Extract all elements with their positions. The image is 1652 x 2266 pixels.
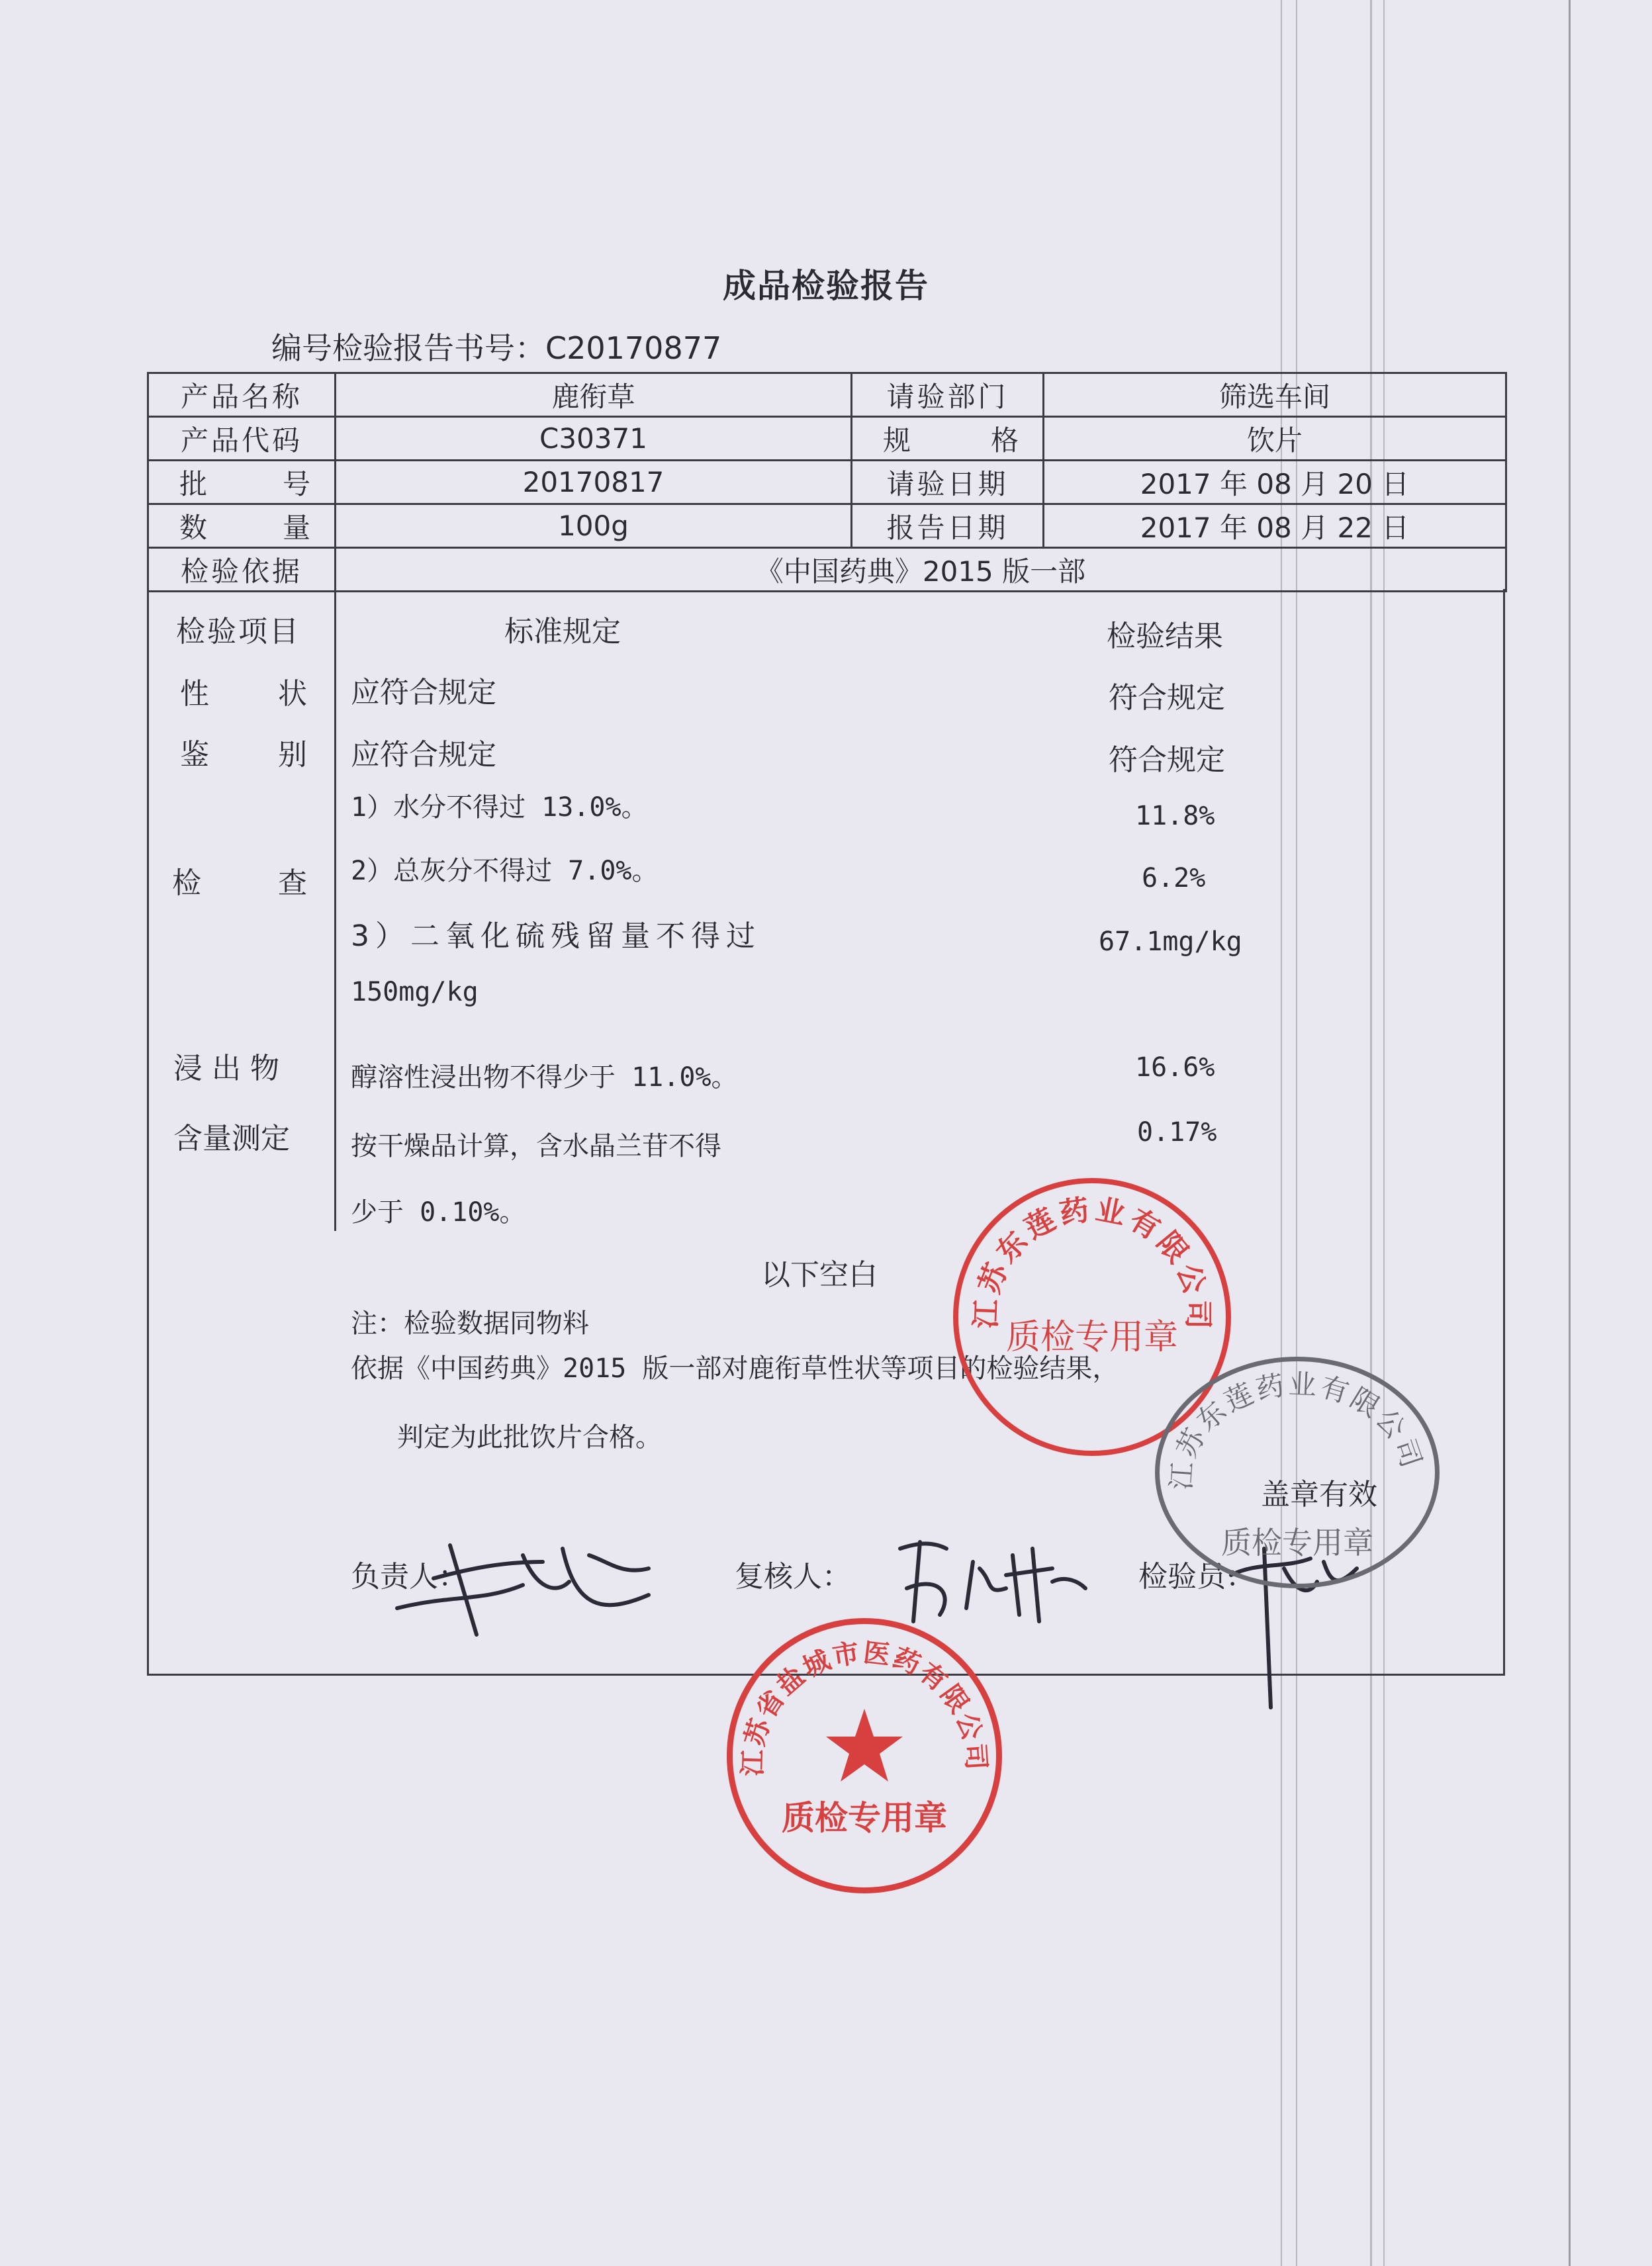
- row-label-char: 性: [180, 677, 209, 711]
- table-row: [148, 548, 1506, 592]
- so2-standard: 3）二氧化硫残留量不得过: [351, 919, 761, 953]
- identification-standard: 应符合规定: [351, 738, 496, 772]
- request-date-label: 请验日期: [852, 461, 1044, 504]
- stamp-ring-text: 江苏东莲药业有限公司: [1164, 1367, 1429, 1491]
- company-stamp-red: [727, 1618, 1002, 1893]
- batch-label: [148, 461, 336, 504]
- assay-standard-cont: 少于 0.10%。: [351, 1197, 526, 1228]
- page-title: 成品检验报告: [723, 267, 929, 305]
- reviewer-signature: [880, 1522, 1099, 1635]
- row-label-char: 别: [278, 738, 307, 772]
- stamp-center-text: 质检专用章: [1221, 1525, 1373, 1561]
- so2-standard-cont: 150mg/kg: [351, 977, 479, 1007]
- column-header-item: 检验项目: [176, 615, 300, 649]
- assay-result: 0.17%: [1137, 1117, 1217, 1148]
- traits-result: 符合规定: [1109, 681, 1225, 715]
- responsible-signature: [371, 1516, 675, 1648]
- water-result: 11.8%: [1135, 801, 1215, 831]
- batch-label-char: 号: [282, 467, 310, 500]
- row-label-char: 查: [278, 866, 307, 900]
- product-name-value: 鹿衔草: [336, 373, 852, 417]
- assay-standard: 按干燥品计算，含水晶兰苷不得: [351, 1131, 721, 1161]
- note-line: 注：检验数据同物料: [351, 1308, 589, 1339]
- stamp-ring-text: 江苏东莲药业有限公司: [969, 1193, 1215, 1334]
- identification-result: 符合规定: [1109, 743, 1225, 777]
- water-standard: 1）水分不得过 13.0%。: [351, 792, 648, 823]
- stamp-artwork: [733, 1624, 996, 1887]
- stamp-center-text: 质检专用章: [782, 1799, 947, 1837]
- traits-standard: 应符合规定: [351, 676, 496, 709]
- report-date-value: 2017 年 08 月 22 日: [1044, 504, 1506, 548]
- request-date-value: 2017 年 08 月 20 日: [1044, 461, 1506, 504]
- quantity-label: [148, 504, 336, 548]
- note-line: 判定为此批饮片合格。: [397, 1422, 662, 1453]
- row-label-char: 状: [278, 677, 307, 711]
- svg-text:江苏东莲药业有限公司: [969, 1193, 1215, 1333]
- so2-result: 67.1mg/kg: [1099, 927, 1242, 957]
- table-row: [148, 417, 1506, 461]
- spec-label: [852, 417, 1044, 461]
- scan-line: [1569, 0, 1571, 2266]
- spec-label-char: 规: [883, 424, 911, 457]
- responsible-label: 负责人：: [351, 1560, 467, 1594]
- spec-value: 饮片: [1044, 417, 1506, 461]
- product-name-label: 产品名称: [148, 373, 336, 417]
- report-date-label: 报告日期: [852, 504, 1044, 548]
- basis-value: 《中国药典》2015 版一部: [336, 548, 1506, 592]
- row-label-extract: 浸 出 物: [173, 1052, 279, 1085]
- table-row: [148, 461, 1506, 504]
- star-icon: [826, 1709, 903, 1782]
- column-divider: [334, 589, 336, 1231]
- blank-note: 以下空白: [761, 1258, 878, 1292]
- spec-label-char: 格: [990, 424, 1019, 457]
- table-row: [148, 373, 1506, 417]
- product-code-label: 产品代码: [148, 417, 336, 461]
- batch-label-char: 批: [179, 467, 208, 500]
- basis-label: 检验依据: [148, 548, 336, 592]
- table-row: [148, 504, 1506, 548]
- seal-valid-note: 盖章有效: [1261, 1478, 1377, 1512]
- extract-result: 16.6%: [1135, 1052, 1215, 1083]
- reviewer-label: 复核人：: [735, 1560, 851, 1594]
- quantity-label-char: 数: [179, 511, 208, 544]
- extract-standard: 醇溶性浸出物不得少于 11.0%。: [351, 1062, 738, 1093]
- ash-result: 6.2%: [1142, 863, 1206, 893]
- product-code-value: C30371: [336, 417, 852, 461]
- row-label-assay: 含量测定: [173, 1122, 290, 1156]
- inspector-label: 检验员：: [1138, 1560, 1255, 1594]
- header-table: [147, 372, 1507, 592]
- department-label: 请验部门: [852, 373, 1044, 417]
- quantity-label-char: 量: [282, 511, 310, 544]
- stamp-ring-text: 江苏省盐城市医药有限公司: [737, 1637, 991, 1777]
- note-line: 依据《中国药典》2015 版一部对鹿衔草性状等项目的检验结果，: [351, 1353, 1119, 1384]
- batch-value: 20170817: [336, 461, 852, 504]
- department-value: 筛选车间: [1044, 373, 1506, 417]
- ash-standard: 2）总灰分不得过 7.0%。: [351, 856, 659, 886]
- row-label-char: 鉴: [180, 738, 209, 772]
- quantity-value: 100g: [336, 504, 852, 548]
- column-header-standard: 标准规定: [504, 615, 621, 649]
- row-label-char: 检: [172, 866, 201, 900]
- stamp-center-text: 质检专用章: [1005, 1318, 1179, 1357]
- report-number: 编号检验报告书号：C20170877: [271, 330, 722, 366]
- column-header-result: 检验结果: [1107, 619, 1223, 653]
